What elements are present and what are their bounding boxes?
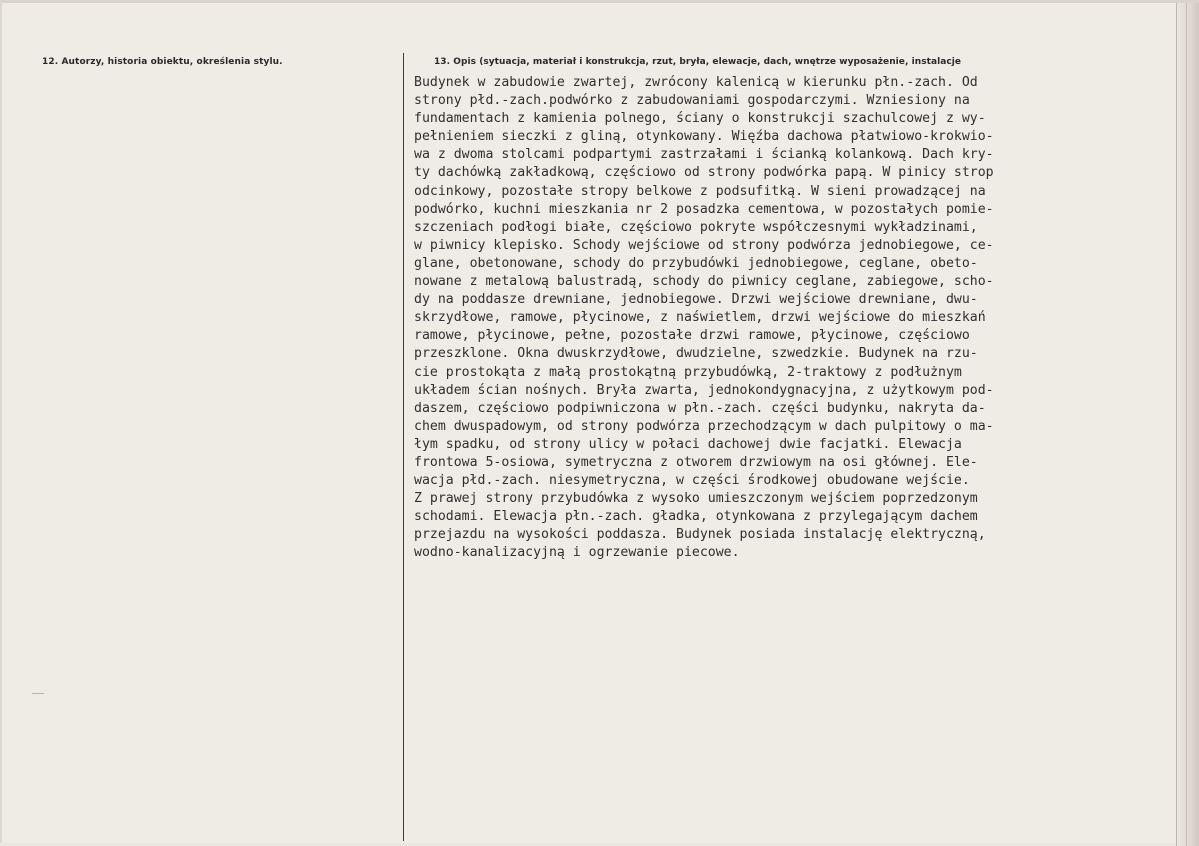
description-line: nowane z metalową balustradą, schody do piwnicy ceglane, zabiegowe, scho- — [414, 274, 994, 290]
description-line: dy na poddasze drewniane, jednobiegowe. Drzwi wejściowe drewniane, dwu- — [414, 292, 978, 308]
description-line: Budynek w zabudowie zwartej, zwrócony kalenicą w kierunku płn.-zach. Od — [414, 75, 978, 90]
description-line: przeszklone. Okna dwuskrzydłowe, dwudzielne, szwedzkie. Budynek na rzu- — [414, 346, 978, 362]
column-divider — [403, 53, 404, 841]
section-13-heading: 13. Opis (sytuacja, materiał i konstrukcja, rzut, bryła, elewacje, dach, wnętrze wyposażenie, instalacje — [434, 57, 962, 67]
description-line: strony płd.-zach.podwórko z zabudowaniami gospodarczymi. Wzniesiony na — [414, 93, 970, 109]
next-page-edge — [1176, 3, 1199, 846]
description-line: wodno-kanalizacyjną i ogrzewanie piecowe. — [414, 545, 740, 561]
description-line: cie prostokąta z małą prostokątną przybudówką, 2-traktowy z podłużnym — [414, 364, 962, 380]
description-line: ramowe, płycinowe, pełne, pozostałe drzwi ramowe, płycinowe, częściowo — [414, 328, 970, 344]
description-line: wa z dwoma stolcami podpartymi zastrzałami i ścianką kolankową. Dach kry- — [414, 147, 994, 163]
description-line: przejazdu na wysokości poddasza. Budynek posiada instalację elektryczną, — [414, 527, 986, 543]
section-13-description — [414, 74, 1174, 563]
description-line: fundamentach z kamienia polnego, ściany o konstrukcji szachulcowej z wy- — [414, 111, 986, 127]
description-line: Z prawej strony przybudówka z wysoko umieszczonym wejściem poprzedzonym — [414, 491, 978, 507]
description-line: chem dwuspadowym, od strony podwórza przechodzącym w dach pulpitowy o ma- — [414, 418, 994, 434]
description-line: ty dachówką zakładkową, częściowo od strony podwórka papą. W pinicy strop — [414, 165, 994, 181]
description-line: daszem, częściowo podpiwniczona w płn.-zach. części budynku, nakryta da- — [414, 400, 986, 416]
description-line: łym spadku, od strony ulicy w połaci dachowej dwie facjatki. Elewacja — [414, 436, 962, 452]
margin-tick — [32, 693, 44, 694]
description-line: układem ścian nośnych. Bryła zwarta, jednokondygnacyjna, z użytkowym pod- — [414, 382, 994, 398]
description-line: szczeniach podłogi białe, częściowo pokryte współczesnymi wykładzinami, — [414, 219, 978, 235]
description-line: glane, obetonowane, schody do przybudówki jednobiegowe, ceglane, obeto- — [414, 255, 978, 271]
description-line: frontowa 5-osiowa, symetryczna z otworem drzwiowym na osi głównej. Ele- — [414, 454, 978, 470]
description-line: skrzydłowe, ramowe, płycinowe, z naświetlem, drzwi wejściowe do mieszkań — [414, 310, 986, 326]
description-line: w piwnicy klepisko. Schody wejściowe od strony podwórza jednobiegowe, ce- — [414, 237, 994, 253]
description-line: wacja płd.-zach. niesymetryczna, w części środkowej obudowane wejście. — [414, 473, 970, 489]
description-line: podwórko, kuchni mieszkania nr 2 posadzka cementowa, w pozostałych pomie- — [414, 201, 994, 217]
description-line: schodami. Elewacja płn.-zach. gładka, otynkowana z przylegającym dachem — [414, 509, 978, 525]
description-line: pełnieniem sieczki z gliną, otynkowany. Więźba dachowa płatwiowo-krokwio- — [414, 129, 994, 145]
section-12-heading: 12. Autorzy, historia obiektu, określenia stylu. — [42, 57, 283, 67]
description-line: odcinkowy, pozostałe stropy belkowe z podsufitką. W sieni prowadzącej na — [414, 183, 986, 199]
